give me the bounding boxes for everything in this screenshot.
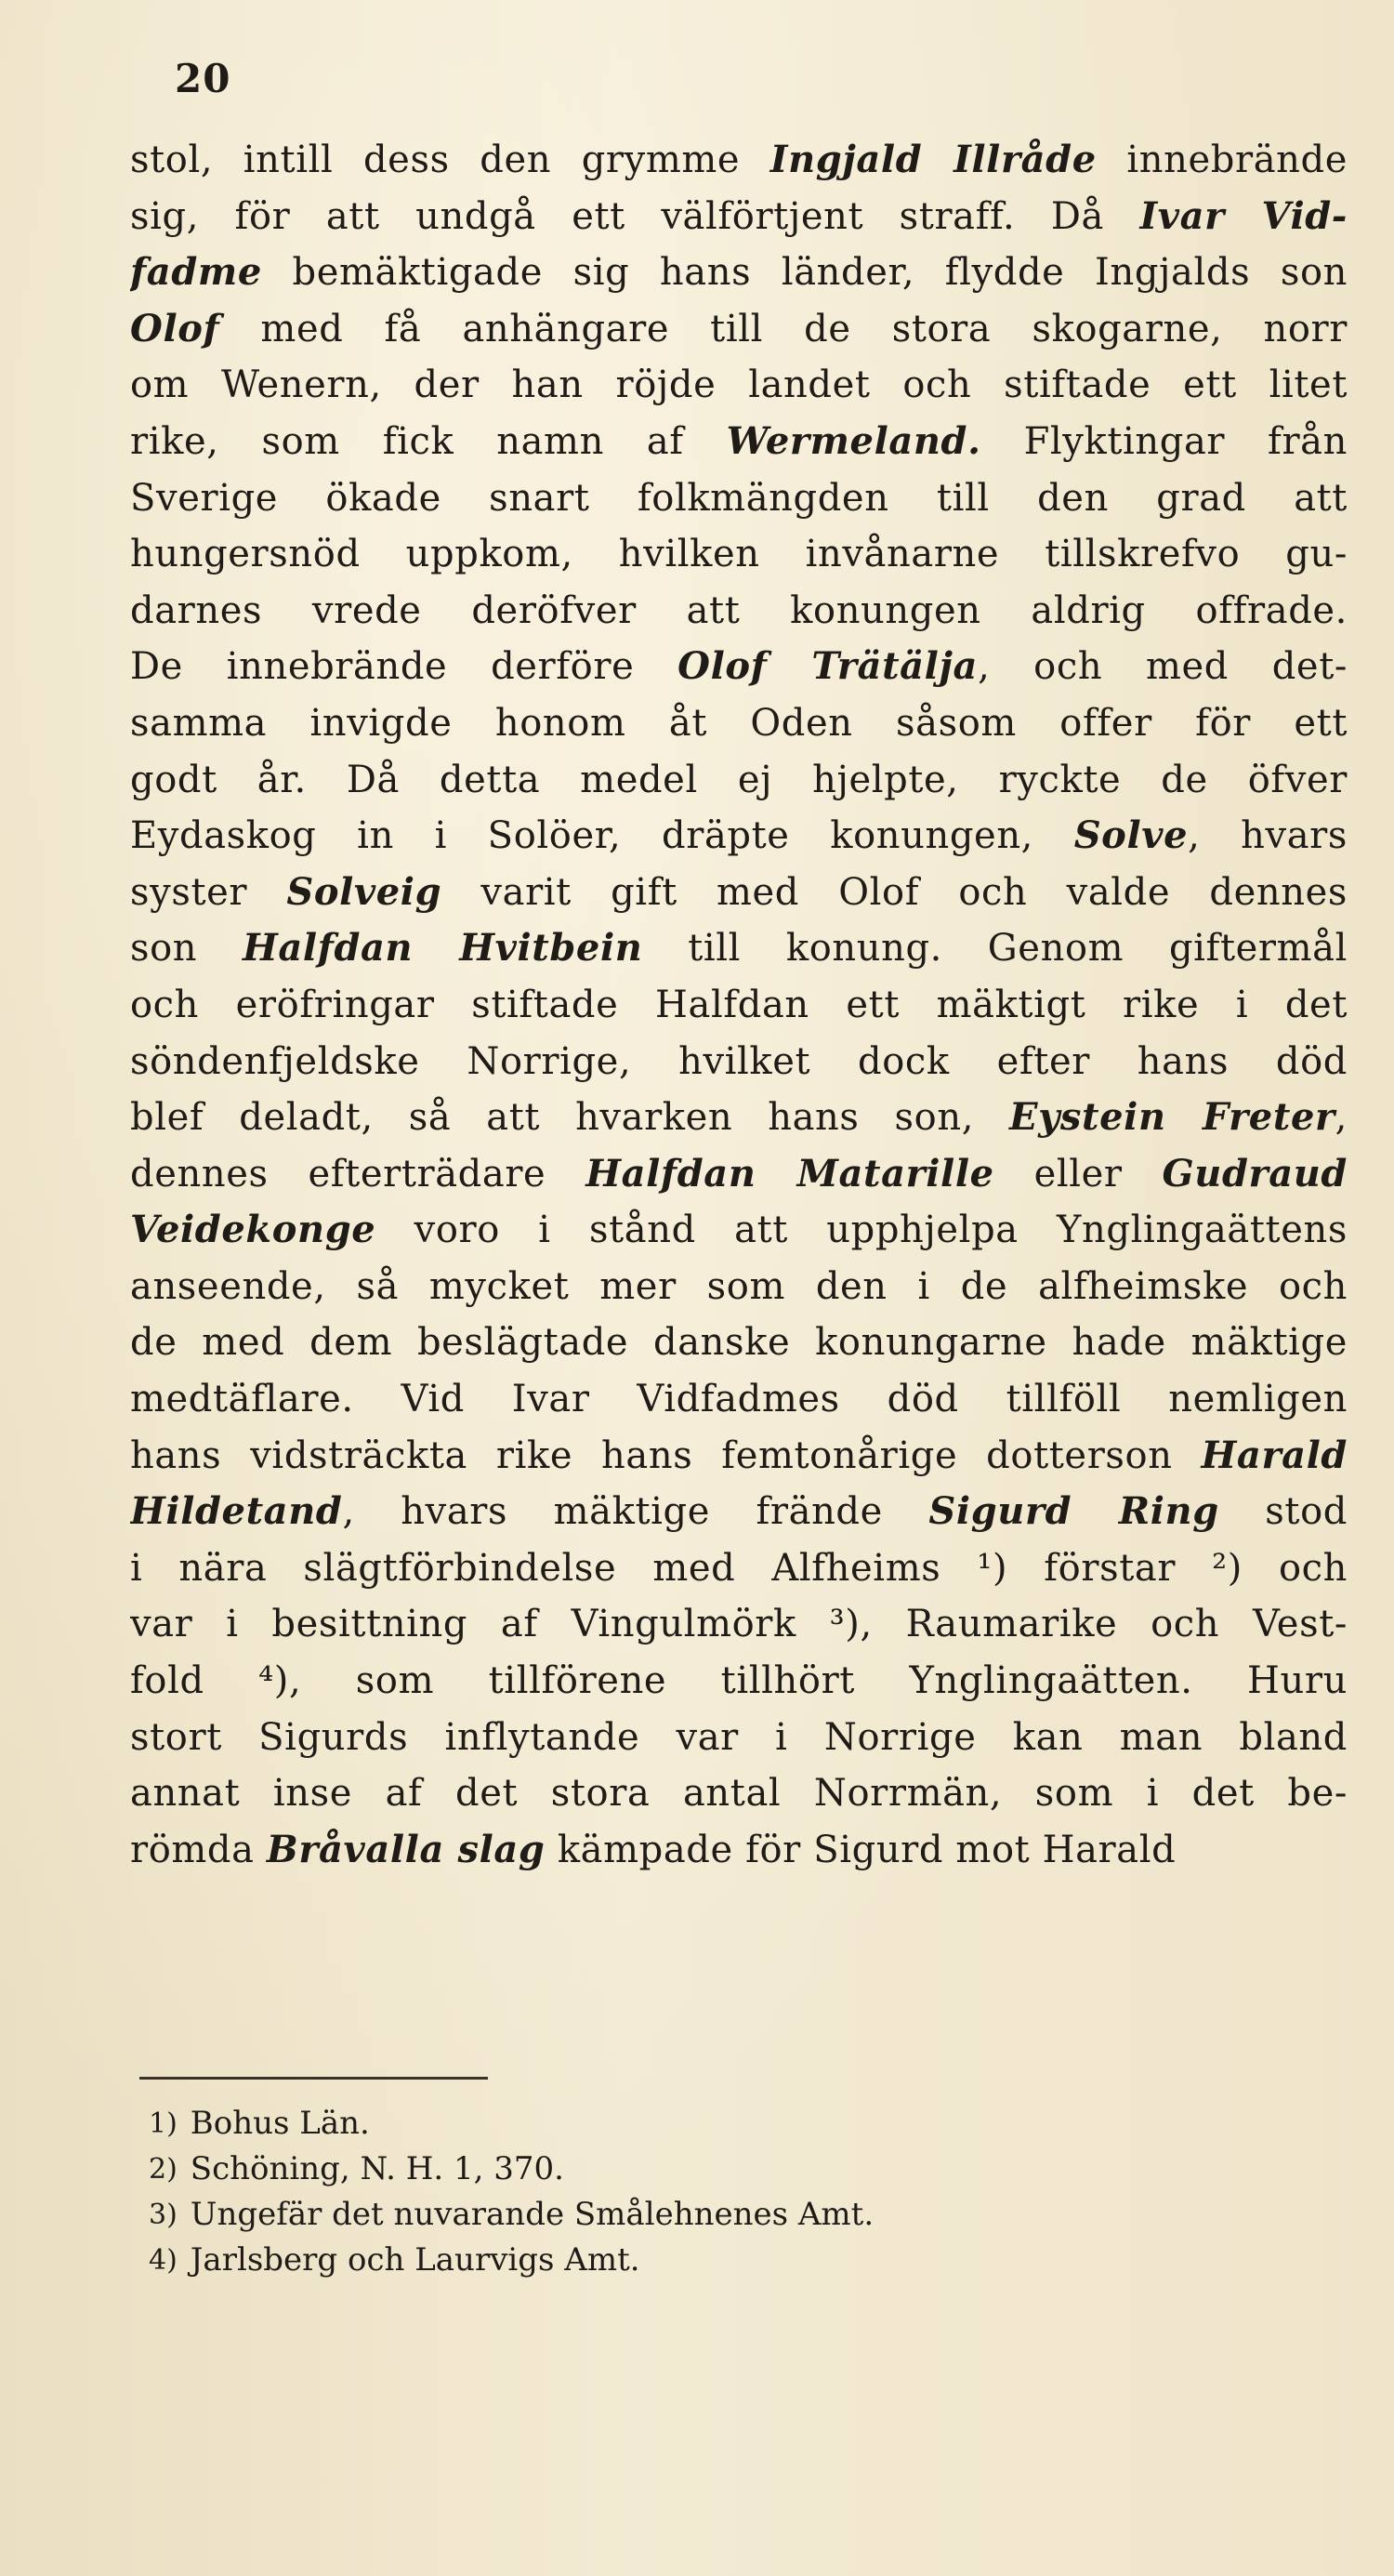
- text-line: [130, 695, 1348, 752]
- text-segment: till konung. Genom giftermål: [642, 927, 1348, 971]
- text-line: [130, 1484, 1348, 1540]
- text-line: [130, 1314, 1348, 1371]
- text-line: [130, 470, 1348, 527]
- italic-name: Solveig: [286, 869, 442, 914]
- text-segment: kämpade för Sigurd mot Harald: [545, 1828, 1177, 1871]
- text-segment: hans vidsträckta rike hans femtonårige dotterson: [130, 1433, 1202, 1477]
- footnote: [149, 2192, 1264, 2238]
- footnote: [149, 2238, 1264, 2283]
- text-line: [130, 1428, 1348, 1485]
- text-line: [130, 1371, 1348, 1428]
- text-segment: eller: [993, 1152, 1163, 1196]
- italic-name: Gudraud: [1162, 1151, 1348, 1196]
- footnote-rule: [139, 2077, 488, 2080]
- text-line: [130, 526, 1348, 583]
- italic-name: Hildetand: [130, 1489, 343, 1534]
- text-line: [130, 1146, 1348, 1203]
- text-segment: medtäflare. Vid Ivar Vidfadmes död tillföll nemligen: [130, 1378, 1348, 1421]
- text-segment: anseende, så mycket mer som den i de alfheimske och: [130, 1264, 1348, 1308]
- text-line: [130, 1653, 1348, 1710]
- footnote-text: Jarlsberg och Laurvigs Amt.: [190, 2241, 640, 2279]
- text-segment: , hvars mäktige frände: [342, 1490, 929, 1534]
- text-segment: dennes efterträdare: [130, 1152, 586, 1196]
- text-line: [130, 639, 1348, 695]
- text-line: [130, 1034, 1348, 1090]
- text-segment: bemäktigade sig hans länder, flydde Ingjalds son: [261, 251, 1348, 295]
- text-segment: römda: [130, 1828, 267, 1871]
- text-segment: Sverige ökade snart folkmängden till den grad att: [130, 476, 1348, 520]
- text-line: [130, 189, 1348, 245]
- text-segment: blef deladt, så att hvarken hans son,: [130, 1096, 1009, 1140]
- text-line: [130, 752, 1348, 809]
- footnote: [149, 2147, 1264, 2192]
- text-segment: stod: [1218, 1490, 1348, 1534]
- footnote-text: Ungefär det nuvarande Smålehnenes Amt.: [190, 2196, 875, 2233]
- text-segment: stort Sigurds inflytande var i Norrige kan man bland: [130, 1715, 1348, 1759]
- text-segment: De innebrände derföre: [130, 645, 678, 689]
- text-segment: syster: [130, 870, 287, 914]
- text-segment: voro i stånd att upphjelpa Ynglingaättens: [375, 1209, 1348, 1252]
- text-segment: stol, intill dess den grymme: [130, 139, 770, 181]
- footnote-number: 4): [149, 2244, 178, 2277]
- text-segment: ,: [1335, 1096, 1348, 1140]
- text-segment: Flyktingar från: [980, 419, 1348, 463]
- italic-name: Harald: [1201, 1433, 1348, 1477]
- text-segment: fold ⁴), som tillförene tillhört Ynglingaätten. Huru: [130, 1659, 1348, 1703]
- text-segment: annat inse af det stora antal Norrmän, som i det be-: [130, 1772, 1348, 1816]
- text-line: [130, 1765, 1348, 1822]
- text-line: [130, 132, 1348, 189]
- text-segment: darnes vrede deröfver att konungen aldrig offrade.: [130, 588, 1348, 632]
- text-segment: i nära slägtförbindelse med Alfheims ¹) förstar ²) och: [130, 1546, 1348, 1590]
- text-segment: hungersnöd uppkom, hvilken invånarne tillskrefvo gu-: [130, 533, 1348, 576]
- footnote-number: 3): [149, 2199, 178, 2231]
- text-line: [130, 414, 1348, 470]
- italic-name: Ivar Vid-: [1139, 193, 1348, 238]
- italic-name: Olof: [130, 306, 220, 350]
- text-line: [130, 1540, 1348, 1597]
- text-line: [130, 301, 1348, 358]
- italic-name: Solve: [1073, 813, 1189, 858]
- footnote-number: 2): [149, 2153, 178, 2186]
- text-segment: var i besittning af Vingulmörk ³), Raumarike och Vest-: [130, 1603, 1348, 1646]
- italic-name: Ingjald Illråde: [769, 138, 1097, 181]
- text-line: [130, 808, 1348, 865]
- text-line: [130, 977, 1348, 1034]
- italic-name: Olof Trätälja: [677, 644, 979, 689]
- text-line: [130, 244, 1348, 301]
- text-segment: samma invigde honom åt Oden såsom offer för ett: [130, 701, 1348, 745]
- footnote: [149, 2101, 1264, 2147]
- text-segment: varit gift med Olof och valde dennes: [441, 870, 1348, 914]
- text-segment: son: [130, 927, 243, 971]
- text-line: [130, 1710, 1348, 1766]
- text-segment: sig, för att undgå ett välförtjent straff. Då: [130, 194, 1140, 238]
- text-line: [130, 583, 1348, 640]
- italic-name: Veidekonge: [130, 1208, 376, 1252]
- text-line: [130, 1090, 1348, 1146]
- text-segment: Eydaskog in i Solöer, dräpte konungen,: [130, 814, 1074, 858]
- text-segment: rike, som fick namn af: [130, 419, 727, 463]
- footnotes: [149, 2101, 1264, 2283]
- text-segment: söndenfjeldske Norrige, hvilket dock efter hans död: [130, 1039, 1348, 1083]
- footnote-text: Schöning, N. H. 1, 370.: [190, 2150, 564, 2187]
- text-segment: godt år. Då detta medel ej hjelpte, ryckte de öfver: [130, 758, 1348, 801]
- text-line: [130, 1596, 1348, 1653]
- italic-name: Halfdan Hvitbein: [242, 926, 643, 971]
- text-segment: , hvars: [1188, 814, 1348, 858]
- italic-name: Eystein Freter: [1009, 1095, 1335, 1140]
- body-text: [130, 132, 1348, 1878]
- text-segment: , och med det-: [978, 645, 1348, 689]
- text-segment: innebrände: [1096, 139, 1348, 181]
- italic-name: Sigurd Ring: [928, 1489, 1219, 1534]
- text-line: [130, 1822, 1348, 1879]
- italic-name: Wermeland.: [726, 418, 981, 463]
- italic-name: Bråvalla slag: [266, 1827, 546, 1871]
- italic-name: fadme: [130, 250, 262, 295]
- text-line: [130, 920, 1348, 977]
- text-segment: de med dem beslägtade danske konungarne hade mäktige: [130, 1321, 1348, 1365]
- footnote-text: Bohus Län.: [190, 2105, 370, 2142]
- page-number: 20: [175, 56, 231, 101]
- text-line: [130, 1259, 1348, 1315]
- text-segment: och eröfringar stiftade Halfdan ett mäktigt rike i det: [130, 983, 1348, 1026]
- text-line: [130, 1202, 1348, 1259]
- text-line: [130, 865, 1348, 921]
- italic-name: Halfdan Matarille: [585, 1151, 994, 1196]
- text-segment: om Wenern, der han röjde landet och stiftade ett litet: [130, 363, 1348, 407]
- footnote-number: 1): [149, 2107, 178, 2140]
- text-segment: med få anhängare till de stora skogarne, norr: [219, 307, 1348, 350]
- text-line: [130, 357, 1348, 414]
